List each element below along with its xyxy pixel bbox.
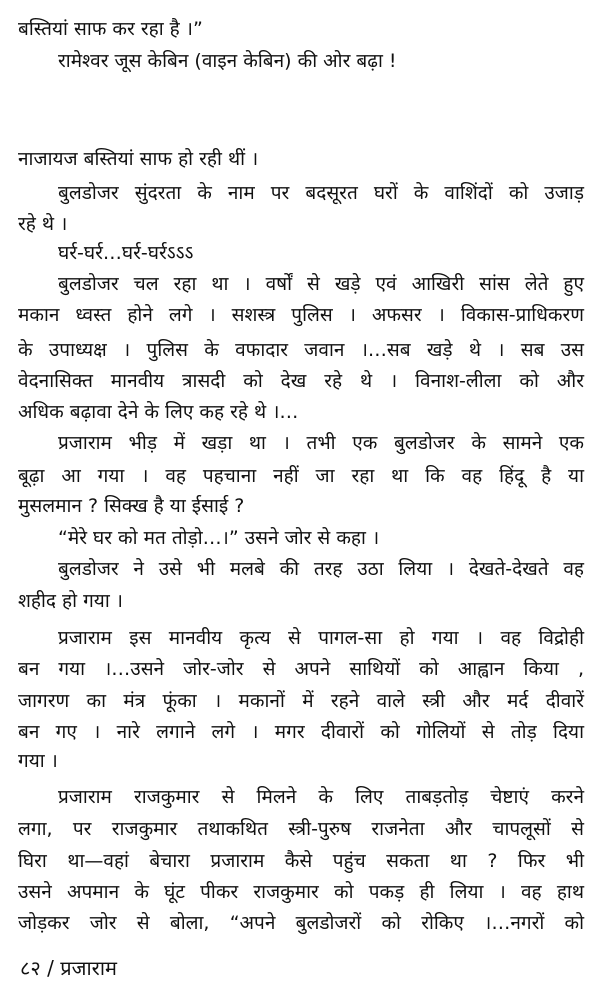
text-line: उसने अपमान के घूंट पीकर राजकुमार को पकड़ ही लिया । वह हाथ: [18, 881, 584, 903]
text-line: प्रजाराम राजकुमार से मिलने के लिए ताबड़तोड़ चेष्टाएं करने: [58, 786, 584, 808]
text-line: बुलडोजर चल रहा था । वर्षों से खड़े एवं आखिरी सांस लेते हुए: [58, 273, 584, 295]
text-line: शहीद हो गया ।: [18, 590, 123, 612]
text-line: रहे थे ।: [18, 213, 68, 235]
text-line: बन गए । नारे लगाने लगे । मगर दीवारों को गोलियों से तोड़ दिया: [18, 721, 584, 743]
page-footer: ८२ / प्रजाराम: [20, 956, 117, 980]
text-line: घिरा था—वहां बेचारा प्रजाराम कैसे पहुंच सकता था ? फिर भी: [18, 850, 584, 872]
text-line: प्रजाराम इस मानवीय कृत्य से पागल-सा हो गया । वह विद्रोही: [58, 627, 584, 649]
text-line: रामेश्वर जूस केबिन (वाइन केबिन) की ओर बढ़ा !: [58, 50, 397, 72]
text-line: “मेरे घर को मत तोड़ो…।” उसने जोर से कहा ।: [58, 527, 380, 549]
text-line: लगा, पर राजकुमार तथाकथित स्त्री-पुरुष राजनेता और चापलूसों से: [18, 818, 584, 840]
text-line: मकान ध्वस्त होने लगे । सशस्त्र पुलिस । अफसर । विकास-प्राधिकरण: [18, 304, 584, 326]
text-line: अधिक बढ़ावा देने के लिए कह रहे थे ।…: [18, 401, 299, 423]
text-line: गया ।: [18, 750, 58, 772]
text-line: घर्र-घर्र…घर्र-घर्रऽऽऽ: [58, 242, 194, 264]
text-line: बुलडोजर सुंदरता के नाम पर बदसूरत घरों के वाशिंदों को उजाड़: [58, 182, 584, 204]
text-line: बस्तियां साफ कर रहा है ।”: [18, 18, 203, 40]
text-line: बन गया ।…उसने जोर-जोर से अपने साथियों को आह्वान किया ,: [18, 658, 584, 680]
text-line: नाजायज बस्तियां साफ हो रही थीं ।: [18, 148, 259, 170]
text-line: मुसलमान ? सिक्ख है या ईसाई ?: [18, 495, 245, 517]
text-line: जोड़कर जोर से बोला, “अपने बुलडोजरों को रोकिए ।…नगरों को: [18, 912, 584, 934]
text-line: वेदनासिक्त मानवीय त्रासदी को देख रहे थे । विनाश-लीला को और: [18, 370, 584, 392]
text-line: जागरण का मंत्र फूंका । मकानों में रहने वाले स्त्री और मर्द दीवारें: [18, 690, 584, 712]
text-line: के उपाध्यक्ष । पुलिस के वफादार जवान ।…सब खड़े थे । सब उस: [18, 339, 584, 361]
text-line: बूढ़ा आ गया । वह पहचाना नहीं जा रहा था कि वह हिंदू है या: [18, 465, 584, 487]
text-line: बुलडोजर ने उसे भी मलबे की तरह उठा लिया । देखते-देखते वह: [58, 558, 584, 580]
text-line: प्रजाराम भीड़ में खड़ा था । तभी एक बुलडोजर के सामने एक: [58, 432, 584, 454]
